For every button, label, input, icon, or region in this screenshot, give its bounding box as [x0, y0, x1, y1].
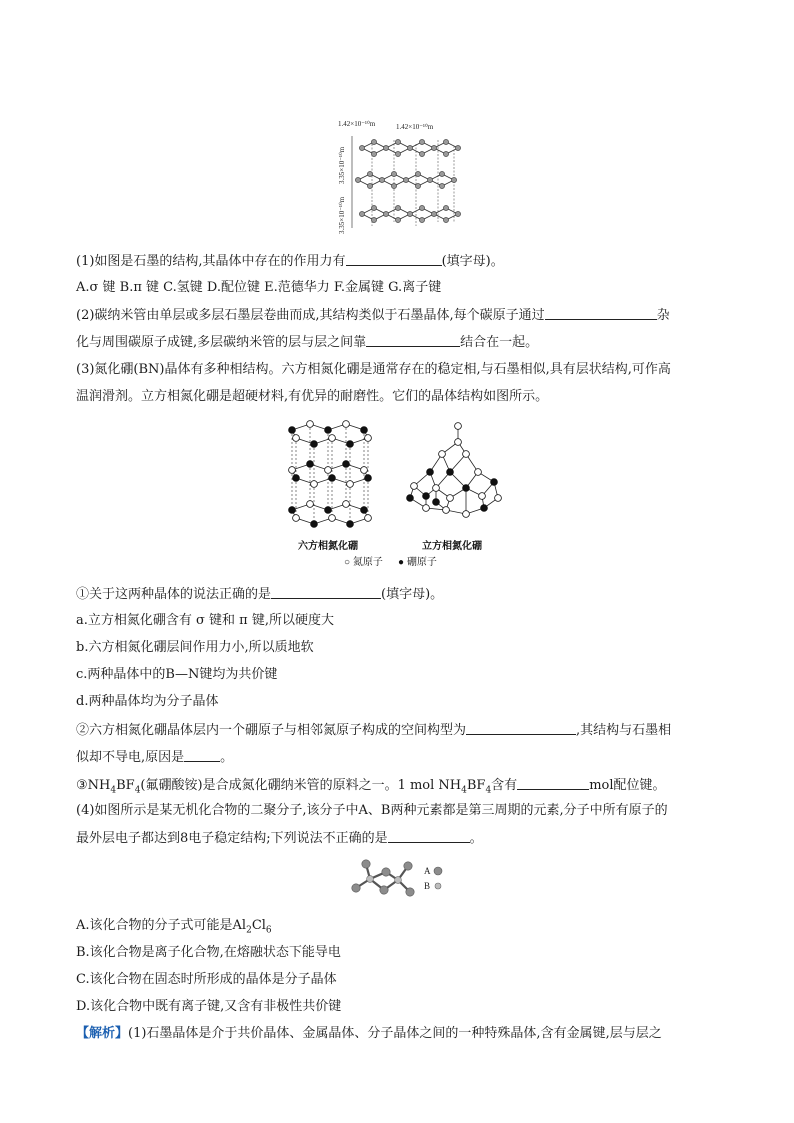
dimer-molecule-figure	[346, 852, 450, 902]
q2-text-after: 杂	[656, 308, 670, 323]
q4-option-a-mid: Cl	[251, 918, 266, 933]
boron-nitride-figure	[270, 418, 530, 570]
q2-text2-after: 结合在一起。	[460, 335, 539, 350]
q3-1-option-a: a.立方相氮化硼含有 σ 键和 π 键,所以硬度大	[76, 613, 334, 628]
q3-3-part1: ③NH	[76, 778, 111, 793]
q4-option-c: C.该化合物在固态时所形成的晶体是分子晶体	[76, 972, 337, 987]
q3-1-text: ①关于这两种晶体的说法正确的是	[76, 587, 272, 602]
q2-hybrid-blank[interactable]	[545, 306, 657, 320]
q4-line1: (4)如图所示是某无机化合物的二聚分子,该分子中A、B两种元素都是第三周期的元素,分子中所有原子的	[76, 803, 668, 818]
dim-top-left: 1.42×10⁻¹⁰m	[338, 120, 376, 128]
q3-1-text-after: (填字母)。	[381, 587, 444, 602]
q3-3-sub1: 4	[110, 785, 117, 796]
dim-side-upper: 3.35×10⁻¹⁰m	[338, 146, 346, 184]
q3-2-text2: 似却不导电,原因是	[76, 750, 185, 765]
q2-interlayer-blank[interactable]	[366, 333, 460, 347]
q3-1-option-b: b.六方相氮化硼层间作用力小,所以质地软	[76, 640, 314, 655]
legend-b-atom-icon	[435, 883, 441, 889]
graphite-diagram	[334, 116, 464, 238]
cubic-bn-caption: 立方相氮化硼	[422, 541, 482, 552]
q3-2-line1	[76, 721, 671, 740]
q3-3-text-after: mol配位键。	[589, 778, 666, 793]
molecule-legend-b: B	[424, 881, 431, 891]
q2-text2: 化与周围碳原子成键,多层碳纳米管的层与层之间靠	[76, 335, 367, 350]
q3-2-text-after: ,其结构与石墨相	[576, 723, 672, 738]
q3-3-part5: 含有	[491, 778, 518, 793]
q3-2-reason-blank[interactable]	[184, 748, 220, 762]
q3-3-answer-blank[interactable]	[517, 776, 589, 790]
q4-text-after: 。	[469, 831, 483, 846]
molecule-legend-a: A	[424, 866, 431, 876]
q4-line2	[76, 829, 483, 848]
q1-prompt	[76, 252, 504, 271]
boron-nitride-diagram	[270, 418, 530, 570]
q3-2-text: ②六方相氮化硼晶体层内一个硼原子与相邻氮原子构成的空间构型为	[76, 723, 467, 738]
analysis-line	[76, 1025, 662, 1043]
q3-3-sub2: 4	[134, 785, 141, 796]
q1-options: A.σ 键 B.π 键 C.氢键 D.配位键 E.范德华力 F.金属键 G.离子键	[76, 280, 442, 295]
q1-text-after: (填字母)。	[441, 254, 504, 269]
q4-answer-blank[interactable]	[388, 829, 470, 843]
q3-1-option-d: d.两种晶体均为分子晶体	[76, 694, 219, 709]
q4-option-d: D.该化合物中既有离子键,又含有非极性共价键	[76, 999, 342, 1014]
q3-3-part3: (氟硼酸铵)是合成氮化硼纳米管的原料之一。1 mol NH	[140, 778, 462, 793]
q2-text: (2)碳纳米管由单层或多层石墨层卷曲而成,其结构类似于石墨晶体,每个碳原子通过	[76, 308, 545, 323]
q3-1-option-c: c.两种晶体中的B—N键均为共价键	[76, 667, 278, 682]
q4-option-b: B.该化合物是离子化合物,在熔融状态下能导电	[76, 945, 341, 960]
q3-3-sub4: 4	[485, 785, 492, 796]
legend-nitrogen: ○ 氮原子	[344, 557, 383, 568]
q3-3-prompt	[76, 776, 666, 795]
analysis-text: (1)石墨晶体是介于共价晶体、金属晶体、分子晶体之间的一种特殊晶体,含有金属键,层与层之	[128, 1026, 662, 1041]
hex-bn-caption: 六方相氮化硼	[298, 541, 358, 552]
q3-1-answer-blank[interactable]	[271, 585, 381, 599]
q3-1-prompt	[76, 585, 443, 604]
q3-3-sub3: 4	[461, 785, 467, 796]
q2-line2	[76, 333, 538, 352]
q3-3-part4: BF	[466, 778, 486, 793]
dim-top-right: 1.42×10⁻¹⁰m	[396, 123, 434, 131]
graphite-structure-figure	[334, 116, 464, 238]
q3-line1: (3)氮化硼(BN)晶体有多种相结构。六方相氮化硼是通常存在的稳定相,与石墨相似,具有层状结构,可作高	[76, 362, 671, 377]
q2-line1	[76, 306, 670, 325]
q1-text: (1)如图是石墨的结构,其晶体中存在的作用力有	[76, 254, 346, 269]
legend-a-atom-icon	[434, 867, 442, 875]
analysis-tag: 【解析】	[76, 1026, 129, 1041]
q1-answer-blank[interactable]	[346, 252, 442, 266]
q4-option-a-text: A.该化合物的分子式可能是Al	[76, 918, 247, 933]
q4-option-a	[76, 917, 272, 935]
q3-2-text2-after: 。	[220, 750, 234, 765]
legend-boron: ● 硼原子	[398, 557, 437, 568]
q4-text: 最外层电子都达到8电子稳定结构;下列说法不正确的是	[76, 831, 388, 846]
q3-2-shape-blank[interactable]	[466, 721, 576, 735]
q3-line2: 温润滑剂。立方相氮化硼是超硬材料,有优异的耐磨性。它们的晶体结构如图所示。	[76, 389, 549, 404]
q3-2-line2	[76, 748, 233, 767]
q4-option-a-sub2: 6	[265, 925, 272, 936]
dim-side-lower: 3.35×10⁻¹⁰m	[338, 196, 346, 234]
q3-3-part2: BF	[116, 778, 135, 793]
q4-option-a-sub1: 2	[246, 925, 252, 936]
dimer-molecule-diagram	[346, 852, 450, 902]
